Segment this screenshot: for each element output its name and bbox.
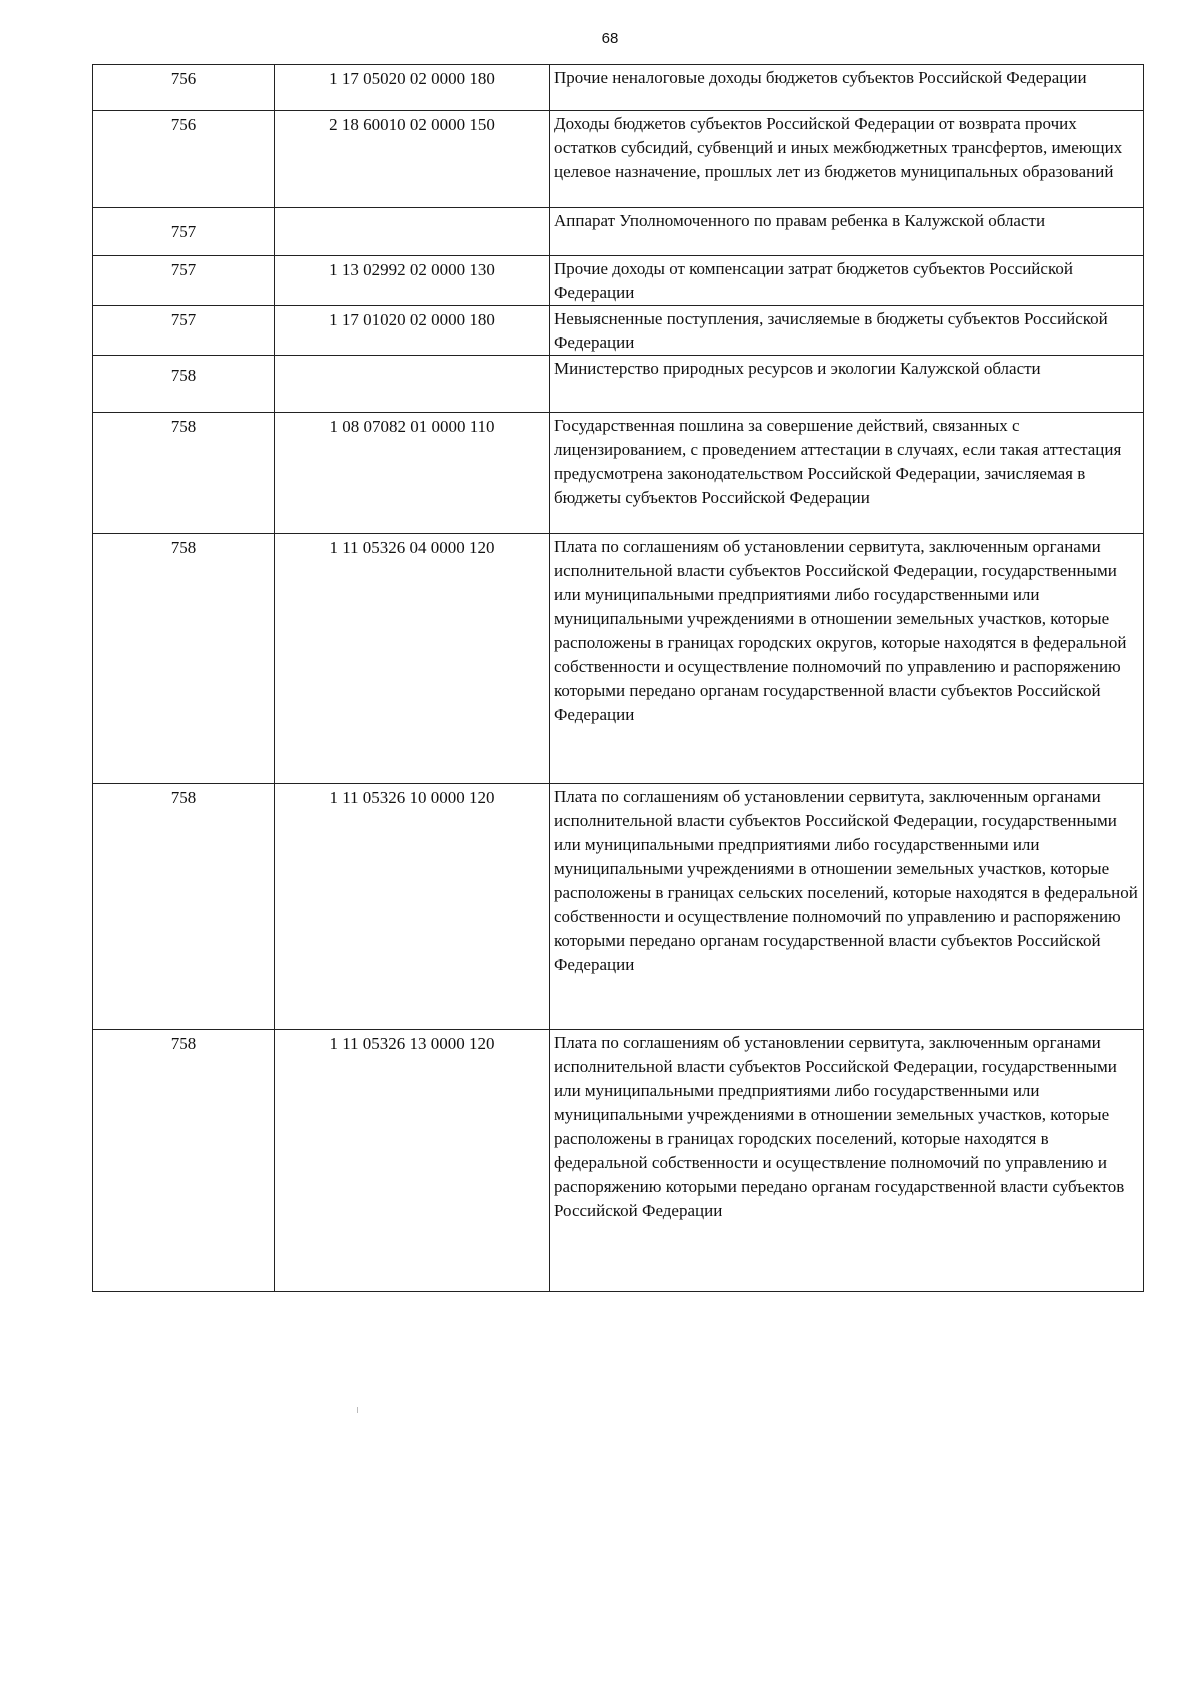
revenue-name-cell: Аппарат Уполномоченного по правам ребенка в Калужской области bbox=[550, 208, 1144, 256]
revenue-code-cell: 1 11 05326 10 0000 120 bbox=[275, 784, 550, 1030]
revenue-name-cell: Министерство природных ресурсов и экологии Калужской области bbox=[550, 356, 1144, 413]
admin-code-cell: 758 bbox=[93, 784, 275, 1030]
revenue-name-cell: Государственная пошлина за совершение действий, связанных с лицензированием, с проведением аттестации в случаях, если такая аттестация предусмотрена законодательством Российской Федерации, зачисляемая в бюджеты субъектов Российской Федерации bbox=[550, 413, 1144, 534]
admin-code-cell: 756 bbox=[93, 65, 275, 111]
revenue-code-cell bbox=[275, 356, 550, 413]
page-number: 68 bbox=[601, 30, 619, 47]
revenue-name-cell: Прочие доходы от компенсации затрат бюджетов субъектов Российской Федерации bbox=[550, 256, 1144, 306]
admin-code-cell: 758 bbox=[93, 1030, 275, 1292]
table-row bbox=[93, 256, 1144, 306]
admin-code-cell: 756 bbox=[93, 111, 275, 208]
scan-artifact bbox=[357, 1407, 358, 1413]
table-row bbox=[93, 306, 1144, 356]
admin-code-cell: 758 bbox=[93, 534, 275, 784]
revenue-name-cell: Плата по соглашениям об установлении сервитута, заключенным органами исполнительной власти субъектов Российской Федерации, государственными или муниципальными предприятиями либо государственными или муниципальными учреждениями в отношении земельных участков, которые расположены в границах городских поселений, которые находятся в федеральной собственности и осуществление полномочий по управлению и распоряжению которыми передано органам государственной власти субъектов Российской Федерации bbox=[550, 1030, 1144, 1292]
revenue-code-cell: 1 17 01020 02 0000 180 bbox=[275, 306, 550, 356]
revenue-code-cell: 2 18 60010 02 0000 150 bbox=[275, 111, 550, 208]
revenue-name-cell: Невыясненные поступления, зачисляемые в бюджеты субъектов Российской Федерации bbox=[550, 306, 1144, 356]
table-row bbox=[93, 413, 1144, 534]
revenue-name-cell: Плата по соглашениям об установлении сервитута, заключенным органами исполнительной власти субъектов Российской Федерации, государственными или муниципальными предприятиями либо государственными или муниципальными учреждениями в отношении земельных участков, которые расположены в границах сельских поселений, которые находятся в федеральной собственности и осуществление полномочий по управлению и распоряжению которыми передано органам государственной власти субъектов Российской Федерации bbox=[550, 784, 1144, 1030]
revenue-name-cell: Плата по соглашениям об установлении сервитута, заключенным органами исполнительной власти субъектов Российской Федерации, государственными или муниципальными предприятиями либо государственными или муниципальными учреждениями в отношении земельных участков, которые расположены в границах городских округов, которые находятся в федеральной собственности и осуществление полномочий по управлению и распоряжению которыми передано органам государственной власти субъектов Российской Федерации bbox=[550, 534, 1144, 784]
table-row bbox=[93, 534, 1144, 784]
admin-code-cell: 757 bbox=[93, 306, 275, 356]
admin-code-cell: 757 bbox=[93, 208, 275, 256]
revenue-name-cell: Доходы бюджетов субъектов Российской Федерации от возврата прочих остатков субсидий, субвенций и иных межбюджетных трансфертов, имеющих целевое назначение, прошлых лет из бюджетов муниципальных образований bbox=[550, 111, 1144, 208]
revenue-code-cell: 1 11 05326 04 0000 120 bbox=[275, 534, 550, 784]
table-row bbox=[93, 784, 1144, 1030]
admin-code-cell: 758 bbox=[93, 413, 275, 534]
table-row bbox=[93, 208, 1144, 256]
revenue-code-cell: 1 11 05326 13 0000 120 bbox=[275, 1030, 550, 1292]
table-row bbox=[93, 356, 1144, 413]
revenue-name-cell: Прочие неналоговые доходы бюджетов субъектов Российской Федерации bbox=[550, 65, 1144, 111]
table-row bbox=[93, 111, 1144, 208]
table-row bbox=[93, 65, 1144, 111]
revenue-code-cell: 1 17 05020 02 0000 180 bbox=[275, 65, 550, 111]
revenue-code-cell: 1 13 02992 02 0000 130 bbox=[275, 256, 550, 306]
revenue-codes-table bbox=[92, 64, 1144, 1292]
admin-code-cell: 757 bbox=[93, 256, 275, 306]
table-row bbox=[93, 1030, 1144, 1292]
revenue-code-cell bbox=[275, 208, 550, 256]
admin-code-cell: 758 bbox=[93, 356, 275, 413]
revenue-code-cell: 1 08 07082 01 0000 110 bbox=[275, 413, 550, 534]
